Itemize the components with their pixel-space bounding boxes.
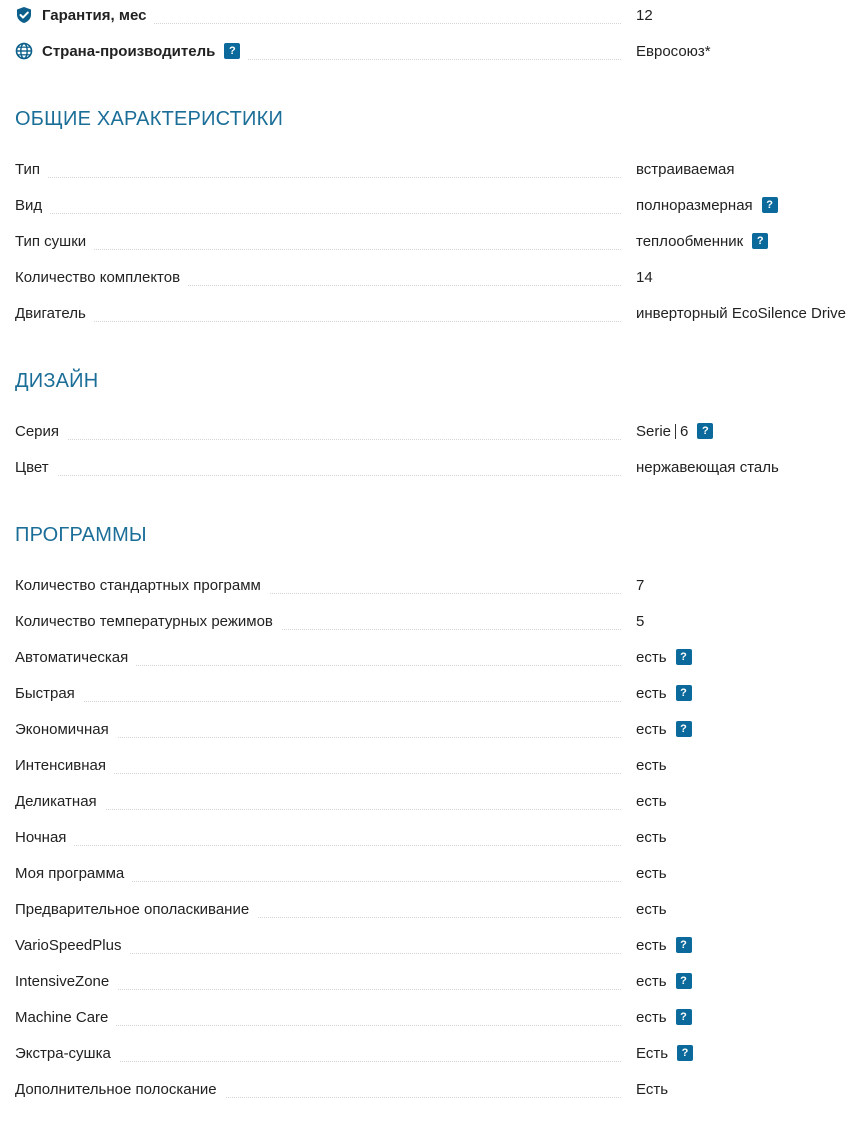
spec-label: Вид bbox=[15, 196, 43, 214]
dotted-leader bbox=[15, 177, 621, 178]
spec-name-cell bbox=[15, 1035, 621, 1071]
spec-value bbox=[636, 721, 692, 738]
help-icon[interactable]: ? bbox=[676, 973, 692, 989]
spec-name-cell bbox=[15, 999, 621, 1035]
spec-row bbox=[15, 259, 857, 295]
spec-row bbox=[15, 1071, 857, 1107]
label-wrap bbox=[15, 197, 50, 214]
spec-name-cell bbox=[15, 675, 621, 711]
spec-value-text: полноразмерная bbox=[636, 196, 753, 214]
spec-name-cell bbox=[15, 891, 621, 927]
help-icon[interactable]: ? bbox=[676, 937, 692, 953]
spec-value bbox=[636, 685, 692, 702]
spec-label: Количество комплектов bbox=[15, 268, 181, 286]
spec-label: Machine Care bbox=[15, 1008, 109, 1026]
label-wrap bbox=[15, 613, 281, 630]
spec-value bbox=[636, 43, 711, 60]
help-icon[interactable]: ? bbox=[762, 197, 778, 213]
spec-row bbox=[15, 963, 857, 999]
label-wrap bbox=[15, 305, 94, 322]
spec-label: Предварительное ополаскивание bbox=[15, 900, 250, 918]
spec-value bbox=[636, 649, 692, 666]
series-separator bbox=[675, 424, 676, 439]
spec-value bbox=[636, 233, 768, 250]
spec-label: Количество температурных режимов bbox=[15, 612, 273, 630]
spec-name-cell bbox=[15, 783, 621, 819]
spec-value bbox=[636, 865, 667, 882]
help-icon[interactable]: ? bbox=[752, 233, 768, 249]
spec-name-cell bbox=[15, 33, 621, 69]
dotted-leader bbox=[15, 701, 621, 702]
spec-value bbox=[636, 305, 846, 322]
spec-label: Страна-производитель bbox=[42, 42, 216, 60]
spec-value-text: встраиваемая bbox=[636, 160, 735, 178]
label-wrap bbox=[15, 721, 117, 738]
spec-row bbox=[15, 603, 857, 639]
label-wrap bbox=[15, 161, 48, 178]
spec-value bbox=[636, 269, 653, 286]
spec-value-text: есть bbox=[636, 972, 667, 990]
spec-label: Моя программа bbox=[15, 864, 125, 882]
spec-label: Количество стандартных программ bbox=[15, 576, 261, 594]
spec-label: Быстрая bbox=[15, 684, 75, 702]
dotted-leader bbox=[15, 213, 621, 214]
spec-value bbox=[636, 197, 778, 214]
spec-label: Серия bbox=[15, 422, 60, 440]
dotted-leader bbox=[15, 809, 621, 810]
shield-check-icon bbox=[15, 6, 33, 24]
spec-value bbox=[636, 613, 644, 630]
spec-value-text: 7 bbox=[636, 576, 645, 594]
spec-value-text: инверторный EcoSilence Drive bbox=[636, 304, 847, 322]
help-icon[interactable]: ? bbox=[676, 649, 692, 665]
spec-name-cell bbox=[15, 711, 621, 747]
spec-name-cell bbox=[15, 0, 621, 33]
spec-value-text: нержавеющая сталь bbox=[636, 458, 779, 476]
spec-label: Деликатная bbox=[15, 792, 97, 810]
section-title-programs: ПРОГРАММЫ bbox=[15, 523, 147, 546]
spec-value bbox=[636, 423, 713, 440]
spec-label: Тип bbox=[15, 160, 41, 178]
spec-label: Интенсивная bbox=[15, 756, 106, 774]
spec-value-text: есть bbox=[636, 792, 667, 810]
spec-label: IntensiveZone bbox=[15, 972, 110, 990]
label-wrap bbox=[15, 973, 117, 990]
label-wrap bbox=[15, 1081, 225, 1098]
spec-value bbox=[636, 7, 653, 24]
spec-value bbox=[636, 829, 667, 846]
spec-name-cell bbox=[15, 413, 621, 449]
label-wrap bbox=[15, 937, 129, 954]
spec-label: Экстра-сушка bbox=[15, 1044, 111, 1062]
spec-row bbox=[15, 151, 857, 187]
spec-value-text: Есть bbox=[636, 1080, 669, 1098]
spec-value bbox=[636, 161, 735, 178]
dotted-leader bbox=[15, 439, 621, 440]
spec-value-text: есть bbox=[636, 756, 667, 774]
help-icon[interactable]: ? bbox=[224, 43, 240, 59]
label-wrap bbox=[15, 865, 132, 882]
help-icon[interactable]: ? bbox=[677, 1045, 693, 1061]
spec-row bbox=[15, 449, 857, 485]
spec-name-cell bbox=[15, 449, 621, 485]
label-wrap bbox=[15, 649, 136, 666]
spec-row bbox=[15, 783, 857, 819]
spec-row bbox=[15, 1035, 857, 1071]
spec-value-text: есть bbox=[636, 864, 667, 882]
spec-value bbox=[636, 1009, 692, 1026]
dotted-leader bbox=[15, 321, 621, 322]
spec-name-cell bbox=[15, 187, 621, 223]
spec-row bbox=[15, 187, 857, 223]
help-icon[interactable]: ? bbox=[676, 721, 692, 737]
spec-row bbox=[15, 567, 857, 603]
spec-label: Двигатель bbox=[15, 304, 86, 322]
spec-row bbox=[15, 999, 857, 1035]
label-wrap bbox=[15, 6, 154, 24]
label-wrap bbox=[15, 42, 248, 60]
spec-value-text: есть bbox=[636, 828, 667, 846]
globe-icon bbox=[15, 42, 33, 60]
label-wrap bbox=[15, 829, 74, 846]
label-wrap bbox=[15, 793, 105, 810]
spec-value-text: Есть bbox=[636, 1044, 669, 1062]
spec-row bbox=[15, 223, 857, 259]
spec-value bbox=[636, 1045, 693, 1062]
spec-label: Гарантия, мес bbox=[42, 6, 147, 24]
spec-name-cell bbox=[15, 927, 621, 963]
help-icon[interactable]: ? bbox=[697, 423, 713, 439]
spec-value bbox=[636, 577, 644, 594]
specs-container bbox=[15, 0, 857, 1107]
dotted-leader bbox=[15, 249, 621, 250]
spec-value-text: есть bbox=[636, 720, 667, 738]
dotted-leader bbox=[15, 475, 621, 476]
spec-value bbox=[636, 901, 667, 918]
spec-value bbox=[636, 937, 692, 954]
spec-label: Ночная bbox=[15, 828, 67, 846]
spec-row bbox=[15, 819, 857, 855]
spec-label: Цвет bbox=[15, 458, 49, 476]
series-name: Serie bbox=[636, 422, 672, 440]
spec-label: VarioSpeedPlus bbox=[15, 936, 122, 954]
spec-row bbox=[15, 711, 857, 747]
spec-value-text: теплообменник bbox=[636, 232, 744, 250]
spec-name-cell bbox=[15, 603, 621, 639]
spec-row bbox=[15, 747, 857, 783]
spec-row bbox=[15, 891, 857, 927]
spec-row bbox=[15, 639, 857, 675]
dotted-leader bbox=[15, 845, 621, 846]
spec-label: Экономичная bbox=[15, 720, 109, 738]
spec-label: Дополнительное полоскание bbox=[15, 1080, 217, 1098]
label-wrap bbox=[15, 233, 94, 250]
spec-name-cell bbox=[15, 567, 621, 603]
label-wrap bbox=[15, 1009, 116, 1026]
help-icon[interactable]: ? bbox=[676, 685, 692, 701]
label-wrap bbox=[15, 685, 83, 702]
spec-label: Тип сушки bbox=[15, 232, 87, 250]
spec-value bbox=[636, 459, 779, 476]
spec-row bbox=[15, 413, 857, 449]
series-number: 6 bbox=[680, 422, 689, 440]
spec-value-text: есть bbox=[636, 936, 667, 954]
spec-name-cell bbox=[15, 855, 621, 891]
spec-name-cell bbox=[15, 639, 621, 675]
label-wrap bbox=[15, 423, 67, 440]
spec-row bbox=[15, 295, 857, 331]
spec-label: Автоматическая bbox=[15, 648, 129, 666]
spec-value-text: Евросоюз* bbox=[636, 42, 711, 60]
spec-name-cell bbox=[15, 747, 621, 783]
spec-value-text: есть bbox=[636, 684, 667, 702]
spec-value bbox=[636, 757, 667, 774]
label-wrap bbox=[15, 577, 269, 594]
spec-row-warranty bbox=[15, 0, 857, 33]
spec-value-text: есть bbox=[636, 1008, 667, 1026]
spec-row bbox=[15, 855, 857, 891]
section-title-design: ДИЗАЙН bbox=[15, 369, 99, 392]
section-title-general: ОБЩИЕ ХАРАКТЕРИСТИКИ bbox=[15, 107, 284, 130]
spec-name-cell bbox=[15, 1071, 621, 1107]
spec-name-cell bbox=[15, 223, 621, 259]
label-wrap bbox=[15, 1045, 119, 1062]
help-icon[interactable]: ? bbox=[676, 1009, 692, 1025]
spec-name-cell bbox=[15, 259, 621, 295]
label-wrap bbox=[15, 901, 257, 918]
spec-name-cell bbox=[15, 963, 621, 999]
spec-name-cell bbox=[15, 295, 621, 331]
label-wrap bbox=[15, 269, 188, 286]
spec-row bbox=[15, 927, 857, 963]
spec-value bbox=[636, 973, 692, 990]
label-wrap bbox=[15, 757, 114, 774]
spec-name-cell bbox=[15, 151, 621, 187]
spec-value-text: 14 bbox=[636, 268, 653, 286]
spec-value bbox=[636, 793, 667, 810]
spec-value-text: есть bbox=[636, 648, 667, 666]
spec-value-text: 12 bbox=[636, 6, 653, 24]
spec-value-text: есть bbox=[636, 900, 667, 918]
spec-row bbox=[15, 675, 857, 711]
spec-value bbox=[636, 1081, 668, 1098]
spec-value-text: 5 bbox=[636, 612, 645, 630]
spec-name-cell bbox=[15, 819, 621, 855]
spec-row-country bbox=[15, 33, 857, 69]
label-wrap bbox=[15, 459, 57, 476]
